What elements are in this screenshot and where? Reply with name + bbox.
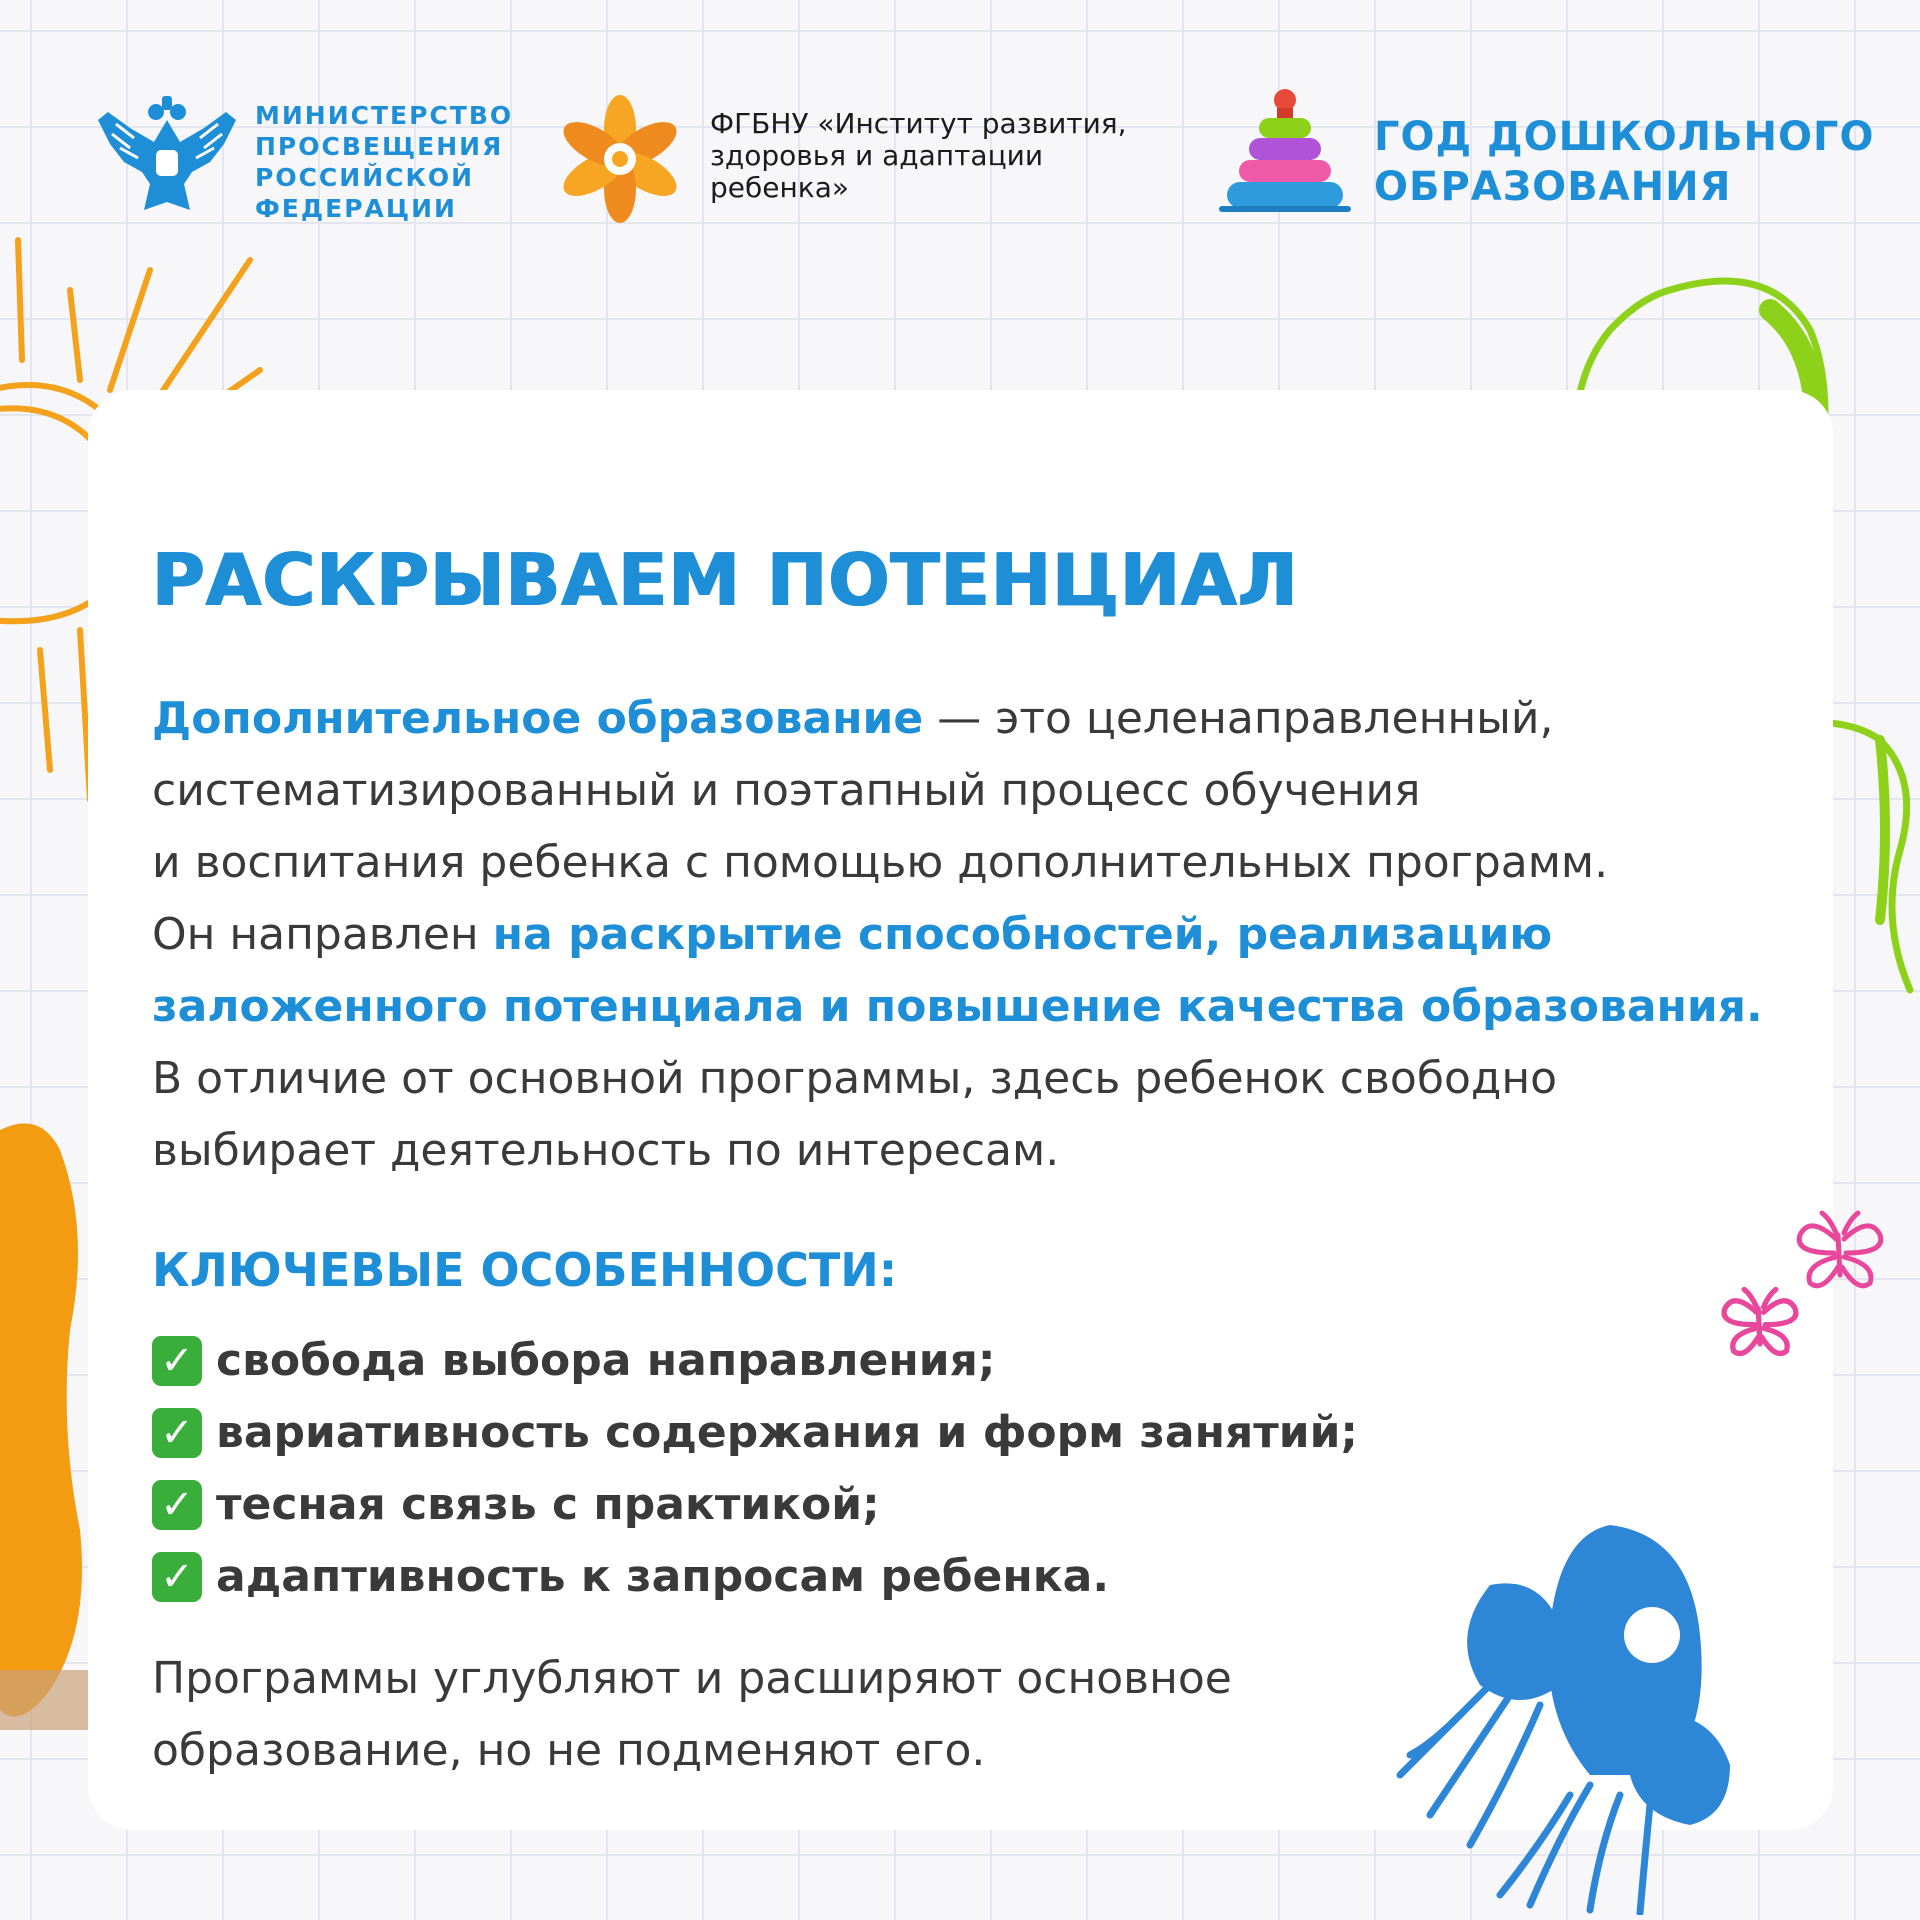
check-mark-icon: ✓ xyxy=(152,1408,202,1458)
institute-line: ФГБНУ «Институт развития, xyxy=(710,107,1127,140)
list-item xyxy=(152,1541,1358,1613)
intro-paragraph xyxy=(152,683,1802,1187)
intro-line: выбирает деятельность по интересам. xyxy=(152,1125,1060,1176)
feature-text: адаптивность к запросам ребенка. xyxy=(216,1551,1110,1602)
year-line: ОБРАЗОВАНИЯ xyxy=(1374,164,1732,210)
highlight-text: Дополнительное образование xyxy=(152,693,924,744)
feature-text: вариативность содержания и форм занятий; xyxy=(216,1407,1359,1458)
butterfly-icon xyxy=(1790,1205,1890,1295)
ministry-line: МИНИСТЕРСТВО xyxy=(255,101,514,130)
institute-name xyxy=(710,108,1190,204)
highlight-text: на раскрытие способностей, реализацию xyxy=(492,909,1553,960)
intro-text: Он направлен xyxy=(152,909,493,960)
intro-line: систематизированный и поэтапный процесс обучения xyxy=(152,765,1421,816)
flower-logo-icon xyxy=(555,94,685,224)
page-title: РАСКРЫВАЕМ ПОТЕНЦИАЛ xyxy=(152,538,1299,622)
eagle-emblem-icon xyxy=(94,92,240,222)
intro-line: заложенного потенциала и повышение качества образования. xyxy=(152,981,1763,1032)
rocket-doodle-icon xyxy=(1390,1515,1760,1915)
year-line: ГОД ДОШКОЛЬНОГО xyxy=(1374,114,1875,160)
check-mark-icon: ✓ xyxy=(152,1480,202,1530)
features-list xyxy=(152,1325,1358,1613)
list-item xyxy=(152,1397,1358,1469)
closing-line: образование, но не подменяют его. xyxy=(152,1725,986,1776)
intro-text: — это целенаправленный, xyxy=(923,693,1554,744)
check-mark-icon: ✓ xyxy=(152,1336,202,1386)
orange-blob-decoration xyxy=(0,1110,95,1730)
features-heading: КЛЮЧЕВЫЕ ОСОБЕННОСТИ: xyxy=(152,1243,898,1297)
ministry-line: ФЕДЕРАЦИИ xyxy=(255,194,457,223)
feature-text: тесная связь с практикой; xyxy=(216,1479,880,1530)
ministry-name xyxy=(255,100,545,224)
ministry-line: ПРОСВЕЩЕНИЯ xyxy=(255,132,504,161)
closing-line: Программы углубляют и расширяют основное xyxy=(152,1653,1232,1704)
list-item xyxy=(152,1469,1358,1541)
pyramid-toy-icon xyxy=(1215,88,1355,228)
butterfly-icon xyxy=(1716,1282,1804,1362)
check-mark-icon: ✓ xyxy=(152,1552,202,1602)
ministry-line: РОССИЙСКОЙ xyxy=(255,163,475,192)
closing-paragraph xyxy=(152,1643,1552,1787)
year-of-preschool-title xyxy=(1374,112,1894,212)
intro-line: и воспитания ребенка с помощью дополнительных программ. xyxy=(152,837,1609,888)
intro-line xyxy=(152,899,1802,971)
feature-text: свобода выбора направления; xyxy=(216,1335,996,1386)
institute-line: ребенка» xyxy=(710,171,850,204)
institute-line: здоровья и адаптации xyxy=(710,139,1044,172)
intro-line xyxy=(152,683,1802,755)
list-item xyxy=(152,1325,1358,1397)
intro-line: В отличие от основной программы, здесь ребенок свободно xyxy=(152,1053,1558,1104)
